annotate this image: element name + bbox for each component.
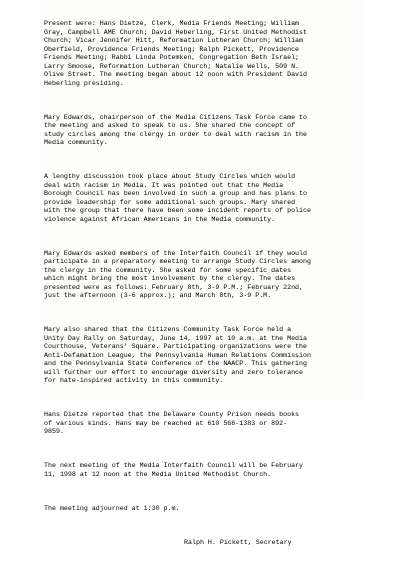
discussion-paragraph: A lengthy discussion took place about Study Circles which would deal with racism in Media. It was pointed out that the Media Borough Council has been involved in such a group and has plans to provide leadership for some additional such groups. Mary shared with the group that there have been some incident reports of police violence against African Americans in the Media community. bbox=[44, 172, 311, 223]
secretary-signature: Ralph H. Pickett, Secretary bbox=[184, 537, 292, 546]
next-meeting-paragraph: The next meeting of the Media Interfaith Council will be February 11, 1998 at 12 noon at the Media United Methodist Church. bbox=[44, 461, 304, 478]
prison-books-paragraph: Hans Dietze reported that the Delaware County Prison needs books of various kinds. Hans may be reached at 610 566-1383 or 892- 9859. bbox=[44, 410, 300, 435]
adjournment-paragraph: The meeting adjourned at 1:30 p.m. bbox=[44, 503, 180, 512]
unity-day-paragraph: Mary also shared that the Citizens Community Task Force held a Unity Day Rally on Saturday, June 14, 1997 at 10 a.m. at the Media Courthouse, Veterans' Square. Participating organizations were the Anti-Defamation League, the Pennsylvania Human Relations Commission and the Pennsylvania State Conference of the NAACP. This gathering will further our effort to encourage diversity and zero tolerance for hate-inspired activity in this community. bbox=[44, 325, 311, 384]
preparatory-meeting-paragraph: Mary Edwards asked members of the Interfaith Council if they would participate in a preparatory meeting to arrange Study Circles among the clergy in the community. She asked for some specific dates which might bring the most involvement by the clergy. The dates presented were as follows: February 8th, 3-9 P.M.; February 22nd, just the afternoon (3-6 approx.); and March 8th, 3-9 P.M. bbox=[44, 248, 311, 299]
study-circles-intro-paragraph: Mary Edwards, chairperson of the Media Citizens Task Force came to the meeting and asked to speak to us. She shared the concept of study circles among the clergy in order to deal with racism in the Media community. bbox=[44, 112, 308, 146]
meeting-minutes bbox=[44, 2, 362, 563]
attendance-paragraph: Present were: Hans Dietze, Clerk, Media Friends Meeting; William Gray, Campbell AME Church; David Heberling, First United Methodist Church; Vicar Jennifer Hitt, Reformation Lutheran Church; William Oberfield, Providence Friends Meeting; Ralph Pickett, Providence Friends Meeting; Rabbi Linda Potemken, Congregation Beth Israel; Larry Smoose, Reformation Lutheran Church; Natalie Wells, 509 N. Olive Street. The meeting began about 12 noon with President David Heberling presiding. bbox=[44, 19, 308, 87]
document-page bbox=[40, 0, 364, 546]
